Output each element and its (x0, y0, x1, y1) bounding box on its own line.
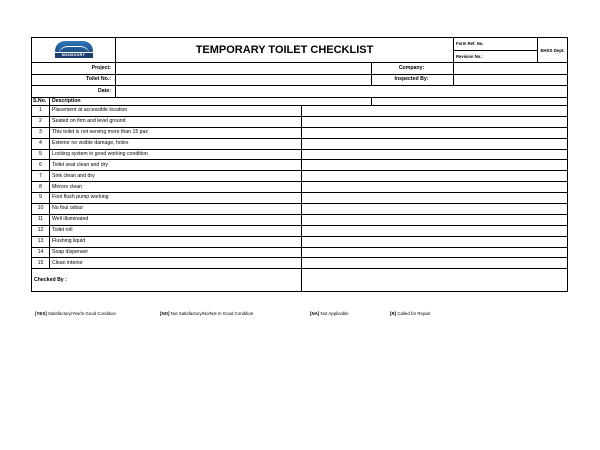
item-description: Flushing liquid (50, 236, 302, 247)
date-field[interactable] (116, 86, 568, 98)
item-description: Toilet seat clean and dry (50, 160, 302, 171)
company-label: Company: (372, 63, 454, 75)
item-status-cell[interactable] (302, 225, 568, 236)
item-status-cell[interactable] (302, 171, 568, 182)
legend-item-repair: [R] Called for Repair (390, 311, 431, 316)
logo-text: MANSOURY (55, 53, 93, 58)
item-description: Locking system in good working condition (50, 149, 302, 160)
item-number: 8 (32, 182, 50, 193)
table-row (32, 171, 568, 182)
item-description: Foot flush pump working (50, 193, 302, 204)
meta-row-toilet (32, 74, 568, 86)
checked-by-label: Checked By : (32, 269, 302, 292)
project-label: Project: (32, 63, 116, 75)
item-number: 12 (32, 225, 50, 236)
item-status-cell[interactable] (302, 149, 568, 160)
item-number: 2 (32, 116, 50, 127)
header-row (32, 38, 568, 63)
table-row (32, 160, 568, 171)
item-description: Well illuminated (50, 214, 302, 225)
item-description: Exterior no visible damage, holes (50, 138, 302, 149)
item-status-cell[interactable] (302, 138, 568, 149)
item-number: 13 (32, 236, 50, 247)
checklist-sheet (31, 37, 567, 292)
table-row (32, 182, 568, 193)
revision-label: Revision No.: (456, 53, 483, 59)
form-ref-cell (454, 38, 538, 63)
checklist-table (31, 37, 568, 292)
table-row (32, 138, 568, 149)
date-label: Date: (32, 86, 116, 98)
item-description: Toilet roll (50, 225, 302, 236)
sno-header: S.No. (32, 97, 50, 106)
legend (31, 311, 567, 317)
table-row (32, 106, 568, 117)
description-header: Description (50, 97, 372, 106)
item-description: Seated on firm and level ground (50, 116, 302, 127)
item-status-cell[interactable] (302, 214, 568, 225)
table-row (32, 214, 568, 225)
item-status-cell[interactable] (302, 204, 568, 215)
item-number: 9 (32, 193, 50, 204)
item-number: 3 (32, 127, 50, 138)
checked-by-row (32, 269, 568, 292)
item-status-cell[interactable] (302, 160, 568, 171)
table-row (32, 149, 568, 160)
toilet-no-field[interactable] (116, 74, 372, 86)
table-row (32, 258, 568, 269)
item-status-cell[interactable] (302, 247, 568, 258)
arch-logo-icon (55, 41, 93, 59)
item-number: 10 (32, 204, 50, 215)
item-number: 6 (32, 160, 50, 171)
remarks-header (372, 97, 568, 106)
checked-by-signature-field[interactable] (302, 269, 568, 292)
item-status-cell[interactable] (302, 236, 568, 247)
company-field[interactable] (454, 63, 568, 75)
item-description: Placement at accessible location (50, 106, 302, 117)
item-status-cell[interactable] (302, 193, 568, 204)
toilet-no-label: Toilet No.: (32, 74, 116, 86)
table-row (32, 193, 568, 204)
item-status-cell[interactable] (302, 127, 568, 138)
item-description: Sink clean and dry (50, 171, 302, 182)
legend-item-na: [NA] Not Applicable (310, 311, 349, 316)
legend-item-yes: [YES] Satisfactory/Yes/In Good Condition (35, 311, 116, 316)
table-row (32, 225, 568, 236)
item-description: Mirrors clean (50, 182, 302, 193)
meta-row-project (32, 63, 568, 75)
item-number: 4 (32, 138, 50, 149)
item-description: Clean interior (50, 258, 302, 269)
item-description: This toilet is not serving more than 15 pax (50, 127, 302, 138)
item-status-cell[interactable] (302, 182, 568, 193)
table-row (32, 204, 568, 215)
logo-cell (32, 38, 116, 63)
inspected-by-field[interactable] (454, 74, 568, 86)
item-description: No foul odour (50, 204, 302, 215)
item-status-cell[interactable] (302, 106, 568, 117)
item-status-cell[interactable] (302, 116, 568, 127)
legend-item-no: [NO] Not Satisfactory/No/Not In Good Condition (160, 311, 254, 316)
page-title: TEMPORARY TOILET CHECKLIST (116, 38, 454, 63)
column-header-row (32, 97, 568, 106)
form-ref-label: Form Ref. No. (454, 38, 537, 51)
item-status-cell[interactable] (302, 258, 568, 269)
dept-label: EHSS Dept. (538, 38, 568, 63)
item-number: 11 (32, 214, 50, 225)
table-row (32, 127, 568, 138)
item-number: 14 (32, 247, 50, 258)
item-description: Soap dispenser (50, 247, 302, 258)
project-field[interactable] (116, 63, 372, 75)
item-number: 5 (32, 149, 50, 160)
meta-row-date (32, 86, 568, 98)
table-row (32, 236, 568, 247)
inspected-by-label: Inspected By: (372, 74, 454, 86)
item-number: 7 (32, 171, 50, 182)
item-number: 15 (32, 258, 50, 269)
table-row (32, 116, 568, 127)
table-row (32, 247, 568, 258)
item-number: 1 (32, 106, 50, 117)
